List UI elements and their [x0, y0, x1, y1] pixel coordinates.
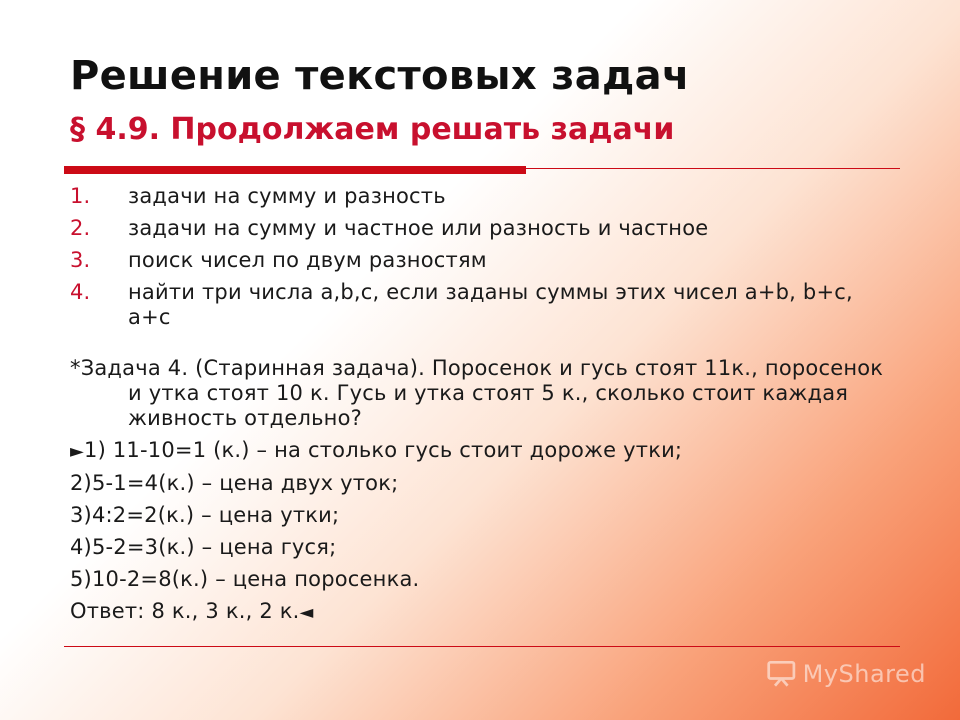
list-item-text: задачи на сумму и разность: [128, 184, 446, 208]
watermark-logo: [766, 656, 926, 692]
list-item-text: найти три числа a,b,c, если заданы суммы этих чисел a+b, b+c, a+c: [128, 280, 853, 329]
solution-step: 5)10-2=8(к.) – цена поросенка.: [70, 567, 420, 591]
title-underline-thin: [526, 168, 900, 169]
slide-content: [70, 184, 900, 625]
presentation-board-icon: [766, 659, 797, 689]
solution-step: 2)5-1=4(к.) – цена двух уток;: [70, 471, 399, 495]
title-underline-thick: [64, 166, 526, 174]
footer-divider: [64, 646, 900, 647]
slide-title: Решение текстовых задач: [70, 53, 690, 99]
solution-step-text: 1) 11-10=1 (к.) – на столько гусь стоит дороже утки;: [84, 438, 683, 462]
task-statement: *Задача 4. (Старинная задача). Поросенок и гусь стоят 11к., поросенок и утка стоят 10 к. Гусь и утка стоят 5 к., сколько стоит каждая живность отдельно?: [70, 356, 884, 430]
list-item-number: 2.: [70, 216, 91, 240]
slide-subtitle: § 4.9. Продолжаем решать задачи: [70, 112, 675, 147]
answer-line: [70, 599, 900, 625]
list-item-text: задачи на сумму и частное или разность и частное: [128, 216, 709, 240]
start-marker-icon: ►: [70, 441, 85, 462]
answer-text: Ответ: 8 к., 3 к., 2 к.: [70, 599, 300, 623]
list-item-number: 1.: [70, 184, 91, 208]
solution-step: 3)4:2=2(к.) – цена утки;: [70, 503, 340, 527]
watermark-text: MyShared: [802, 660, 926, 688]
solution-step: 4)5-2=3(к.) – цена гуся;: [70, 535, 337, 559]
list-item: [70, 184, 900, 209]
list-item: [70, 248, 900, 273]
list-item: [70, 216, 900, 241]
list-item-number: 3.: [70, 248, 91, 272]
list-item: [70, 280, 900, 330]
topic-list: [70, 184, 900, 330]
end-marker-icon: ◄: [299, 602, 314, 623]
list-item-number: 4.: [70, 280, 91, 304]
list-item-text: поиск чисел по двум разностям: [128, 248, 487, 272]
solution-step: [70, 438, 900, 464]
